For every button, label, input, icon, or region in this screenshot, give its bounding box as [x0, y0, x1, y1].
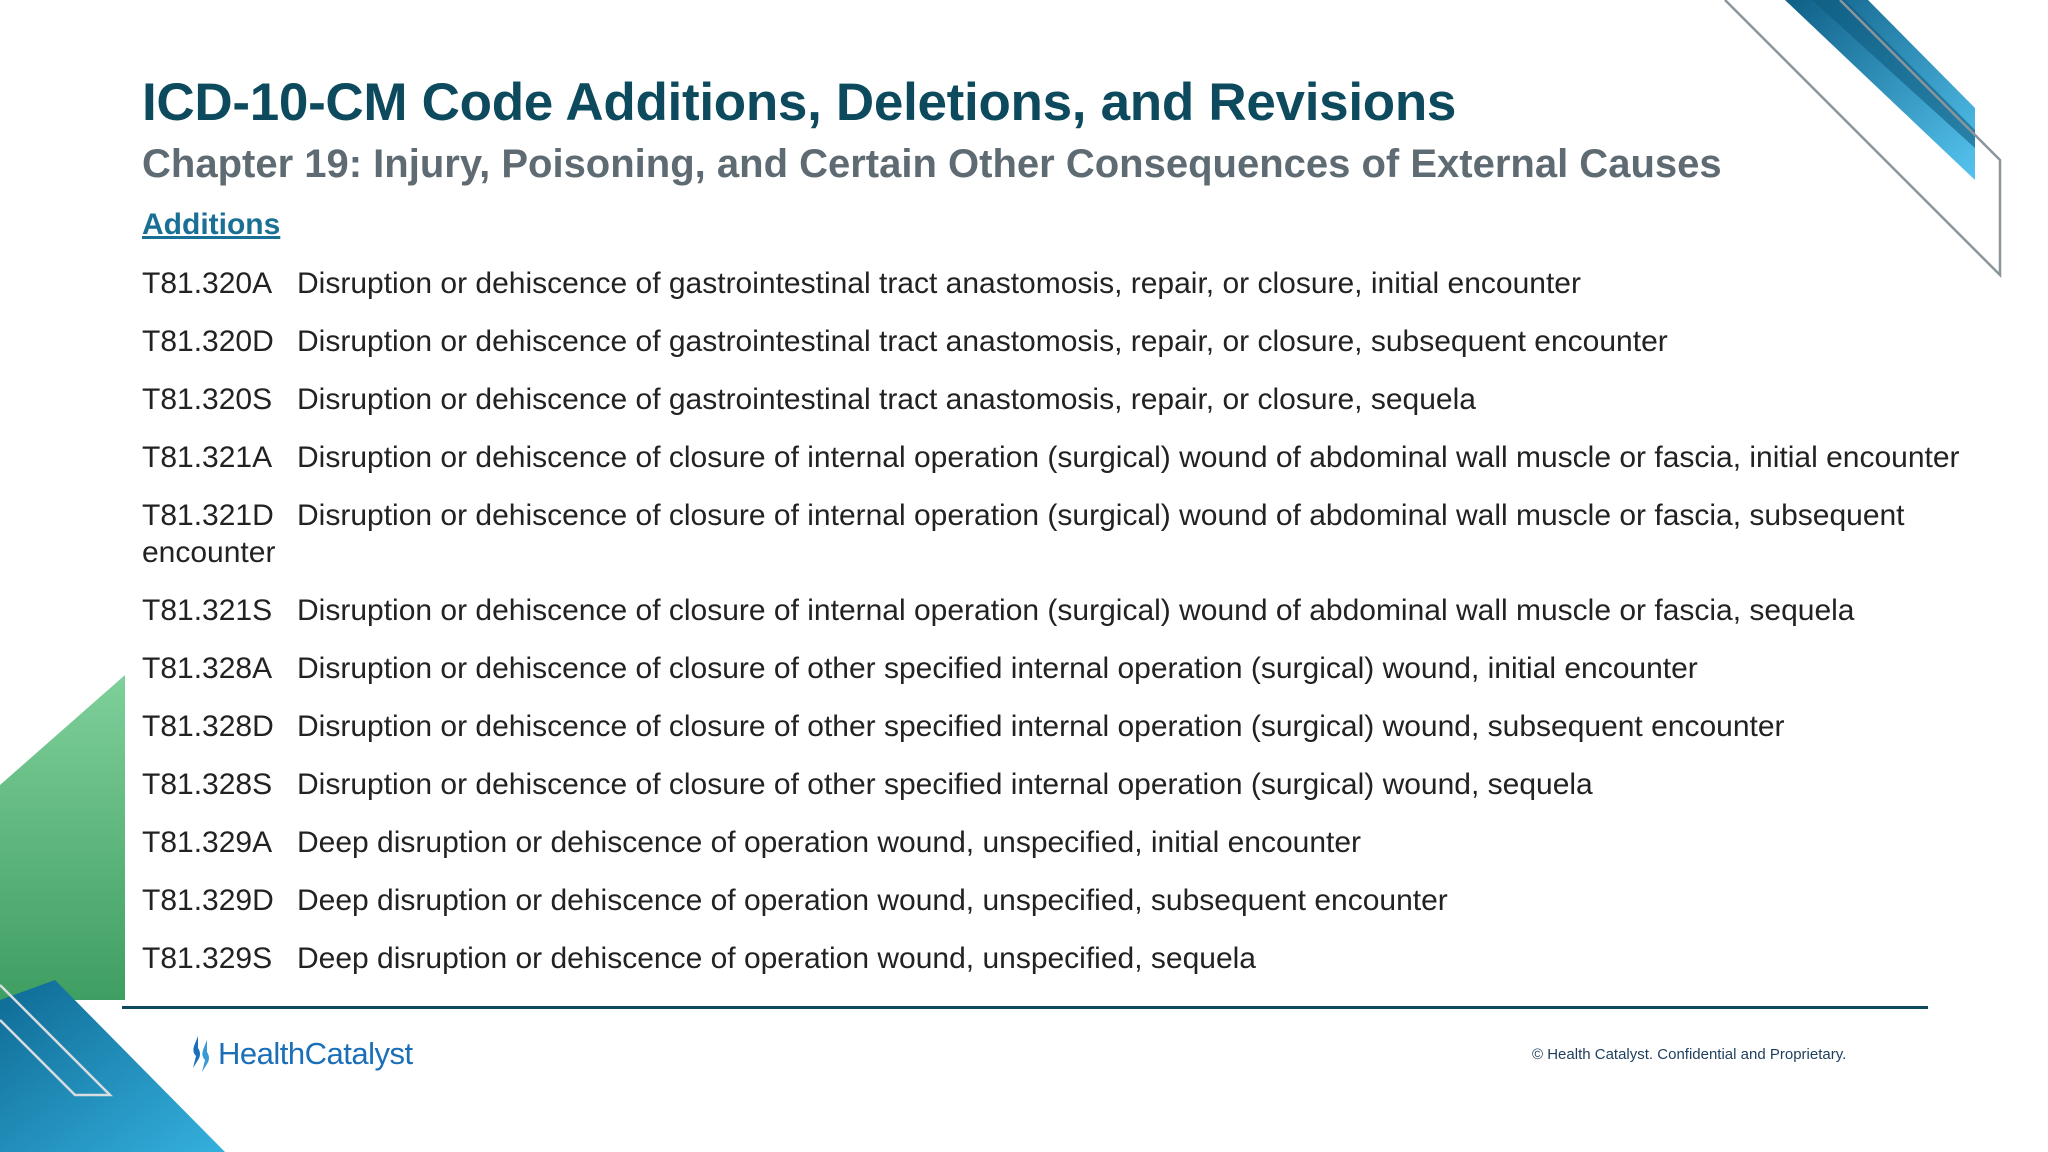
- description: Deep disruption or dehiscence of operation wound, unspecified, sequela: [297, 942, 1256, 975]
- description: Disruption or dehiscence of gastrointestinal tract anastomosis, repair, or closure, sequela: [297, 383, 1476, 416]
- list-item: [142, 882, 1992, 919]
- slide-title: ICD-10-CM Code Additions, Deletions, and Revisions: [142, 73, 1457, 132]
- description: Disruption or dehiscence of closure of other specified internal operation (surgical) wound, subsequent encounter: [297, 710, 1785, 743]
- health-catalyst-logo: [190, 1034, 413, 1074]
- code: T81.328D: [142, 710, 274, 743]
- list-item: [142, 592, 1992, 629]
- list-item: [142, 766, 1992, 803]
- list-item: [142, 708, 1992, 745]
- description: Disruption or dehiscence of gastrointestinal tract anastomosis, repair, or closure, initial encounter: [297, 267, 1581, 300]
- list-item: [142, 497, 1992, 571]
- code: T81.329S: [142, 942, 273, 975]
- code-list: [142, 265, 1992, 998]
- copyright-text: © Health Catalyst. Confidential and Proprietary.: [1532, 1046, 1847, 1063]
- list-item: [142, 265, 1992, 302]
- code: T81.320D: [142, 325, 274, 358]
- list-item: [142, 381, 1992, 418]
- code: T81.321A: [142, 441, 273, 474]
- description: Disruption or dehiscence of closure of other specified internal operation (surgical) wound, sequela: [297, 768, 1593, 801]
- catalyst-logo-icon: [190, 1034, 214, 1074]
- top-right-decoration: [1725, 0, 2000, 275]
- list-item: [142, 824, 1992, 861]
- left-green-decoration: [0, 675, 125, 1000]
- list-item: [142, 323, 1992, 360]
- description: Disruption or dehiscence of gastrointestinal tract anastomosis, repair, or closure, subsequent encounter: [297, 325, 1668, 358]
- description: Disruption or dehiscence of closure of internal operation (surgical) wound of abdominal wall muscle or fascia, initial encounter: [297, 441, 1960, 474]
- code: T81.320A: [142, 267, 273, 300]
- logo-text: HealthCatalyst: [218, 1036, 413, 1071]
- description: Disruption or dehiscence of closure of other specified internal operation (surgical) wound, initial encounter: [297, 652, 1698, 685]
- code: T81.320S: [142, 383, 273, 416]
- list-item: [142, 439, 1992, 476]
- code: T81.329D: [142, 884, 274, 917]
- description: Deep disruption or dehiscence of operation wound, unspecified, subsequent encounter: [297, 884, 1448, 917]
- list-item: [142, 940, 1992, 977]
- footer-divider: [122, 1006, 1928, 1009]
- description: Deep disruption or dehiscence of operation wound, unspecified, initial encounter: [297, 826, 1362, 859]
- code: T81.329A: [142, 826, 273, 859]
- section-label-additions[interactable]: Additions: [142, 208, 281, 241]
- code: T81.328S: [142, 768, 273, 801]
- description: Disruption or dehiscence of closure of internal operation (surgical) wound of abdominal wall muscle or fascia, subsequent encounter: [142, 499, 1905, 569]
- slide-subtitle: Chapter 19: Injury, Poisoning, and Certain Other Consequences of External Causes: [142, 142, 1722, 186]
- code: T81.321S: [142, 594, 273, 627]
- list-item: [142, 650, 1992, 687]
- code: T81.328A: [142, 652, 273, 685]
- description: Disruption or dehiscence of closure of internal operation (surgical) wound of abdominal wall muscle or fascia, sequela: [297, 594, 1855, 627]
- code: T81.321D: [142, 499, 274, 532]
